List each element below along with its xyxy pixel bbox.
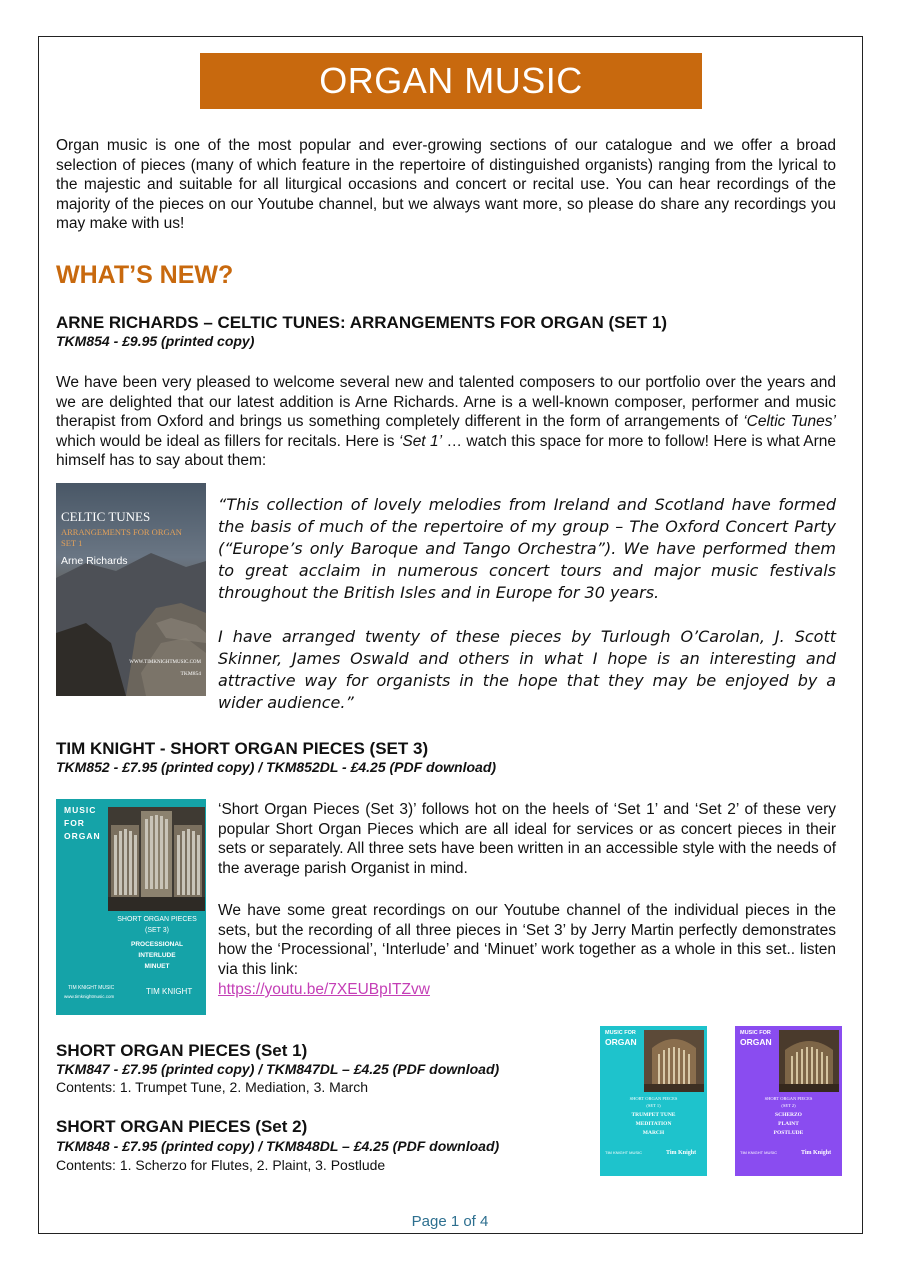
set3-cover-piece1: PROCESSIONAL (130, 941, 183, 948)
celtic-cover-title: CELTIC TUNES (61, 509, 151, 524)
page-number: Page 1 of 4 (411, 1213, 489, 1230)
set3-cover-top2: FOR (64, 818, 85, 828)
set3-cover-author: TIM KNIGHT (146, 987, 193, 996)
set1-cover-title2: (SET 1) (646, 1103, 661, 1108)
set3-cover-piece2: INTERLUDE (138, 952, 176, 959)
set3-paragraph-2: We have some great recordings on our Youtube channel of the individual pieces in the sets, but the recording of all three pieces in ‘Set 3’ by Jerry Martin perfectly demonstrates how the ‘Processional’, ‘Interlude’ and ‘Minuet’ work together as a whole in this set.. listen via this link: (218, 902, 836, 978)
set3-cover-top1: MUSIC (64, 805, 97, 815)
set2-cover-piece2: PLAINT (778, 1121, 799, 1127)
quote-paragraph-2: I have arranged twenty of these pieces by Turlough O’Carolan, J. Scott Skinner, James Oswald and others in what I hope is an interesting and attractive way for organists in the hope that they may be enjoyed by a wider audience.” (218, 627, 836, 712)
set2-cover-title2: (SET 2) (781, 1103, 796, 1108)
celtic-cover-author: Arne Richards (61, 555, 128, 567)
set3-cover-top3: ORGAN (64, 831, 101, 841)
set2-cover (735, 1026, 842, 1176)
set2-heading: SHORT ORGAN PIECES (Set 2) (56, 1117, 308, 1136)
set3-cover-site: www.timknightmusic.com (64, 994, 115, 999)
page-banner: ORGAN MUSIC (200, 53, 702, 109)
organ-pipes-image (108, 807, 205, 911)
set2-cover-top1: MUSIC FOR (740, 1030, 771, 1036)
set1-cover-publisher: TIM KNIGHT MUSIC (605, 1150, 643, 1155)
set1-contents: Contents: 1. Trumpet Tune, 2. Mediation, 3. March (56, 1079, 369, 1095)
set2-cover-author: Tim Knight (801, 1150, 832, 1156)
set1-cover (600, 1026, 707, 1176)
celtic-price: TKM854 - £9.95 (printed copy) (56, 333, 255, 349)
set2-cover-piece1: SCHERZO (775, 1112, 802, 1118)
quote-paragraph-1: “This collection of lovely melodies from Ireland and Scotland have formed the basis of much of the repertoire of my group – The Oxford Concert Party (“Europe’s only Baroque and Tango Orchestra”). We have performed them to great acclaim in numerous concert tours and major music festivals throughout the British Isles and in Europe for 30 years. (218, 495, 836, 602)
set2-cover-publisher: TIM KNIGHT MUSIC (740, 1150, 778, 1155)
set1-cover-piece2: MEDITATION (635, 1121, 672, 1127)
cathedral-image (644, 1030, 704, 1092)
set1-cover-piece3: MARCH (642, 1130, 665, 1136)
set3-heading: TIM KNIGHT - SHORT ORGAN PIECES (SET 3) (56, 739, 429, 758)
set3-cover (56, 799, 206, 1015)
youtube-link[interactable]: https://youtu.be/7XEUBpITZvw (218, 981, 430, 998)
set3-cover-title2: (SET 3) (145, 927, 169, 934)
celtic-tunes-cover (56, 483, 206, 696)
set2-contents: Contents: 1. Scherzo for Flutes, 2. Plaint, 3. Postlude (56, 1157, 386, 1173)
arne-quote (218, 494, 836, 736)
set2-cover-title1: SHORT ORGAN PIECES (764, 1096, 813, 1101)
set1-price: TKM847 - £7.95 (printed copy) / TKM847DL – £4.25 (PDF download) (56, 1061, 500, 1077)
cathedral-organ-image (779, 1030, 839, 1092)
set3-cover-title1: SHORT ORGAN PIECES (117, 916, 197, 923)
celtic-cover-site: WWW.TIMKNIGHTMUSIC.COM (129, 660, 201, 665)
set2-price: TKM848 - £7.95 (printed copy) / TKM848DL – £4.25 (PDF download) (56, 1138, 500, 1154)
set1-cover-piece1: TRUMPET TUNE (631, 1112, 676, 1118)
set3-paragraph-1: ‘Short Organ Pieces (Set 3)’ follows hot on the heels of ‘Set 1’ and ‘Set 2’ of these very popular Short Organ Pieces which are all ideal for services or as concert pieces in their sets or separately. All three sets have been written in an accessible style with the needs of the average parish Organist in mind. (218, 801, 836, 877)
set3-price: TKM852 - £7.95 (printed copy) / TKM852DL - £4.25 (PDF download) (56, 759, 497, 775)
intro-paragraph: Organ music is one of the most popular and ever-growing sections of our catalogue and we offer a broad selection of pieces (many of which feature in the repertoire of distinguished organists) ranging from the lyrical to the majestic and suitable for all liturgical occasions and concert or recital use. You can hear recordings of the majority of the pieces on our Youtube channel, but we always want more, so please do share any recordings you may make with us! (56, 137, 836, 232)
set3-cover-publisher: TIM KNIGHT MUSIC (68, 985, 115, 991)
celtic-cover-subtitle1: ARRANGEMENTS FOR ORGAN (61, 527, 182, 537)
celtic-heading: ARNE RICHARDS – CELTIC TUNES: ARRANGEMENTS FOR ORGAN (SET 1) (56, 313, 668, 332)
set1-cover-top1: MUSIC FOR (605, 1030, 636, 1036)
set3-cover-piece3: MINUET (144, 963, 170, 970)
set1-cover-author: Tim Knight (666, 1150, 697, 1156)
set1-cover-top2: ORGAN (605, 1037, 637, 1047)
set2-cover-piece3: POSTLUDE (773, 1130, 804, 1136)
set1-heading: SHORT ORGAN PIECES (Set 1) (56, 1041, 308, 1060)
celtic-cover-subtitle2: SET 1 (61, 538, 83, 548)
set2-cover-top2: ORGAN (740, 1037, 772, 1047)
whats-new-heading: WHAT’S NEW? (56, 261, 234, 289)
celtic-cover-code: TKM854 (180, 671, 201, 677)
set1-cover-title1: SHORT ORGAN PIECES (629, 1096, 678, 1101)
celtic-description: We have been very pleased to welcome several new and talented composers to our portfolio over the years and we are delighted that our latest addition is Arne Richards. Arne is a well-known composer, performer and music therapist from Oxford and brings us something completely different in the form of arrangements of ‘Celtic Tunes’ which would be ideal as fillers for recitals. Here is ‘Set 1’ … watch this space for more to follow! Here is what Arne himself has to say about them: (56, 374, 836, 469)
